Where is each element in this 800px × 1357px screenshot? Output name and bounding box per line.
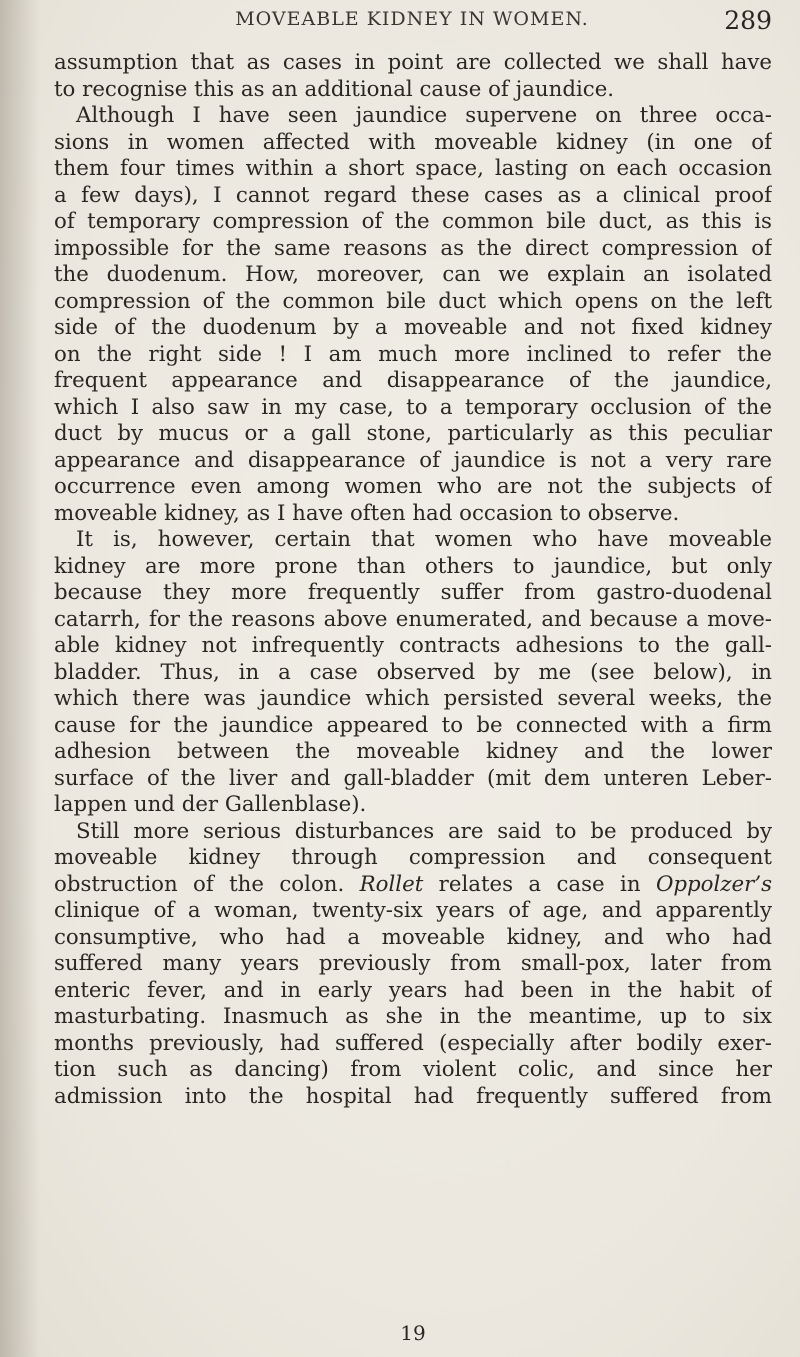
text-line: cause for the jaundice appeared to be connected with a firm [54, 712, 772, 738]
text-line: occurrence even among women who are not the subjects of [54, 474, 772, 499]
text-line: It is, however, certain that women who have moveable [76, 527, 772, 552]
text-line: impossible for the same reasons as the direct compression of [54, 235, 772, 261]
text-line: catarrh, for the reasons above enumerated, and because a move- [54, 606, 772, 632]
text-line: adhesion between the moveable kidney and the lower [54, 739, 772, 764]
spine-shadow [0, 0, 40, 1357]
text-line: on the right side ! I am much more inclined to refer the [54, 341, 772, 367]
text-line: clinique of a woman, twenty-six years of age, and apparently [54, 898, 772, 923]
text-line: which there was jaundice which persisted several weeks, the [54, 686, 772, 711]
text-line: admission into the hospital had frequently suffered from [54, 1083, 772, 1109]
text-line: consumptive, who had a moveable kidney, and who had [54, 924, 772, 950]
text-line: compression of the common bile duct which opens on the left [54, 288, 772, 314]
text-line: obstruction of the colon. Rollet relates a case in Oppolzer’s [54, 871, 772, 897]
text-line: appearance and disappearance of jaundice is not a very rare [54, 447, 772, 473]
page-number: 289 [724, 6, 772, 35]
text-line: kidney are more prone than others to jaundice, but only [54, 553, 772, 579]
text-line: suffered many years previously from small-pox, later from [54, 951, 772, 976]
text-line: frequent appearance and disappearance of the jaundice, [54, 368, 772, 393]
text-line: moveable kidney, as I have often had occasion to observe. [54, 500, 680, 526]
page-header [52, 6, 772, 36]
text-line: of temporary compression of the common bile duct, as this is [54, 209, 772, 234]
italic-name: Rollet [359, 871, 424, 897]
body-text [54, 50, 772, 1110]
text-line: them four times within a short space, lasting on each occasion [54, 156, 772, 181]
text-line: able kidney not infrequently contracts adhesions to the gall- [54, 633, 772, 658]
text-line: a few days), I cannot regard these cases as a clinical proof [54, 182, 772, 208]
italic-name: Oppolzer’s [655, 871, 772, 897]
text-line: the duodenum. How, moreover, can we explain an isolated [54, 262, 772, 287]
text-line: assumption that as cases in point are collected we shall have [54, 50, 772, 75]
text-line: tion such as dancing) from violent colic, and since her [54, 1057, 772, 1082]
text-line: bladder. Thus, in a case observed by me (see below), in [54, 659, 772, 685]
text-line: Although I have seen jaundice supervene on three occa- [76, 103, 772, 128]
text-line: to recognise this as an additional cause of jaundice. [54, 76, 615, 102]
signature-mark: 19 [400, 1321, 426, 1345]
text-line: masturbating. Inasmuch as she in the meantime, up to six [54, 1004, 772, 1029]
text-line: Still more serious disturbances are said to be produced by [76, 818, 772, 844]
text-line: lappen und der Gallenblase). [54, 792, 367, 817]
text-line: months previously, had suffered (especially after bodily exer- [54, 1030, 772, 1056]
text-line: moveable kidney through compression and consequent [54, 845, 772, 870]
text-line: sions in women affected with moveable kidney (in one of [54, 129, 772, 155]
text-line: which I also saw in my case, to a temporary occlusion of the [54, 394, 772, 420]
text-line: duct by mucus or a gall stone, particularly as this peculiar [54, 421, 772, 446]
text-line: enteric fever, and in early years had been in the habit of [54, 977, 772, 1003]
text-line: surface of the liver and gall-bladder (mit dem unteren Leber- [54, 765, 772, 791]
running-title: MOVEABLE KIDNEY IN WOMEN. [235, 8, 589, 30]
text-line: side of the duodenum by a moveable and not fixed kidney [54, 315, 772, 340]
text-line: because they more frequently suffer from gastro-duodenal [54, 580, 772, 605]
